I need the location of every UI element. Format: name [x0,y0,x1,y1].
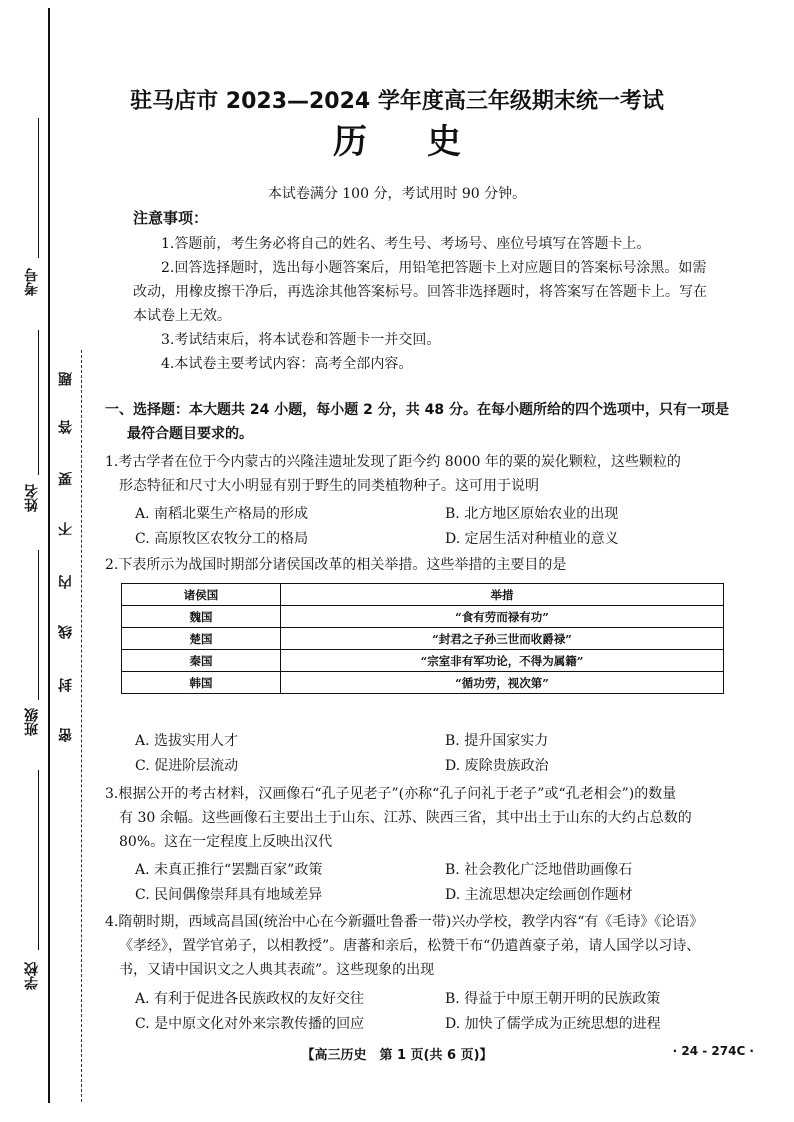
option-c[interactable]: C. 高原牧区农牧分工的格局 [135,531,309,547]
page-footer: 【高三历史 第 1 页(共 6 页)】 [301,1048,493,1063]
option-a[interactable]: A. 南稻北粟生产格局的形成 [135,506,309,522]
seal-char: 答 [58,420,74,434]
reform-table [121,583,724,694]
label-exam-number: 考号 [24,268,40,296]
table-cell: “宗室非有军功论，不得为属籍” [281,650,724,672]
table-row [122,606,724,628]
name-field[interactable] [38,330,39,475]
question-text: 4.隋朝时期，西域高昌国(统治中心在今新疆吐鲁番一带)兴办学校，教学内容“有《毛诗》《论语》 [105,914,704,930]
table-header: 诸侯国 [122,584,281,606]
question-text: 80%。这在一定程度上反映出汉代 [119,834,333,850]
option-a[interactable]: A. 有利于促进各民族政权的友好交往 [135,991,365,1007]
table-row [122,650,724,672]
table-cell: 韩国 [122,672,281,694]
table-cell: “封君之子孙三世而收爵禄” [281,628,724,650]
question-2-options [135,729,755,779]
section-line: 一、选择题：本大题共 24 小题，每小题 2 分，共 48 分。在每小题所给的四个选项中，只有一项是 [105,402,729,418]
option-a[interactable]: A. 未真正推行“罢黜百家”政策 [135,862,323,878]
seal-char: 题 [58,372,74,386]
option-d[interactable]: D. 加快了儒学成为正统思想的进程 [445,1016,661,1032]
question-text: 书，又请中国识文之人典其表疏”。这些现象的出现 [119,962,435,978]
table-cell: 秦国 [122,650,281,672]
notice-item: 3.考试结束后，将本试卷和答题卡一并交回。 [161,332,441,348]
seal-char: 不 [58,522,74,536]
option-d[interactable]: D. 主流思想决定绘画创作题材 [445,887,633,903]
class-field[interactable] [38,550,39,700]
table-cell: “循功劳，视次第” [281,672,724,694]
notice-heading: 注意事项： [133,209,209,227]
table-row [122,628,724,650]
label-school: 学校 [24,962,40,990]
option-c[interactable]: C. 是中原文化对外来宗教传播的回应 [135,1016,365,1032]
subject-title: 历史 [333,122,521,162]
option-d[interactable]: D. 废除贵族政治 [445,758,549,774]
question-text: 3.根据公开的考古材料，汉画像石“孔子见老子”(亦称“孔子问礼于老子”或“孔老相会”)的数量 [105,786,677,802]
question-1 [105,450,745,498]
option-b[interactable]: B. 社会教化广泛地借助画像石 [445,862,633,878]
table-cell: “食有劳而禄有功” [281,606,724,628]
option-b[interactable]: B. 得益于中原王朝开明的民族政策 [445,991,661,1007]
seal-char: 封 [58,678,74,692]
label-class: 班级 [24,708,40,736]
question-3-options [135,858,755,908]
option-b[interactable]: B. 提升国家实力 [445,733,549,749]
option-b[interactable]: B. 北方地区原始农业的出现 [445,506,619,522]
question-4 [105,910,745,982]
notice-item: 1.答题前，考生务必将自己的姓名、考生号、考场号、座位号填写在答题卡上。 [161,236,651,252]
question-text: 1.考古学者在位于今内蒙古的兴隆洼遗址发现了距今约 8000 年的粟的炭化颗粒，这些颗粒的 [105,454,681,470]
table-row [122,672,724,694]
label-name: 姓名 [24,484,40,512]
question-text: 2.下表所示为战国时期部分诸侯国改革的相关举措。这些举措的主要目的是 [105,557,567,573]
table-header-row [122,584,724,606]
option-d[interactable]: D. 定居生活对种植业的意义 [445,531,619,547]
section-line: 最符合题目要求的。 [127,426,253,442]
paper-code: · 24 - 274C · [672,1044,754,1058]
notice-list [133,232,713,376]
section-heading [105,398,745,446]
question-text: 形态特征和尺寸大小明显有别于野生的同类植物种子。这可用于说明 [119,478,539,494]
seal-dashed-line [81,350,82,1102]
question-2 [105,553,745,577]
table-cell: 楚国 [122,628,281,650]
question-text: 《孝经》，置学官弟子，以相教授”。唐蕃和亲后，松赞干布“仍遣酋豪子弟，请人国学以习诗、 [119,938,701,954]
option-c[interactable]: C. 促进阶层流动 [135,758,239,774]
exam-meta: 本试卷满分 100 分，考试用时 90 分钟。 [267,186,527,202]
seal-char: 要 [58,472,74,486]
seal-char: 内 [58,575,74,589]
question-3 [105,782,745,854]
seal-char: 线 [58,625,74,639]
question-1-options [135,502,755,552]
option-c[interactable]: C. 民间偶像崇拜具有地域差异 [135,887,323,903]
notice-item: 2.回答选择题时，选出每小题答案后，用铅笔把答题卡上对应题目的答案标号涂黑。如需改动，用橡皮擦干净后，再选涂其他答案标号。回答非选择题时，将答案写在答题卡上。写在本试卷上无效。 [133,260,707,324]
question-4-options [135,987,755,1037]
table-header: 举措 [281,584,724,606]
exam-title: 驻马店市 2023—2024 学年度高三年级期末统一考试 [130,89,664,114]
table-cell: 魏国 [122,606,281,628]
seal-char: 密 [58,728,74,742]
school-field[interactable] [38,770,39,950]
binding-line [48,8,50,1103]
option-a[interactable]: A. 选拔实用人才 [135,733,239,749]
question-text: 有 30 余幅。这些画像石主要出土于山东、江苏、陕西三省，其中出土于山东的大约占总数的 [119,810,692,826]
notice-item: 4.本试卷主要考试内容：高考全部内容。 [161,356,413,372]
